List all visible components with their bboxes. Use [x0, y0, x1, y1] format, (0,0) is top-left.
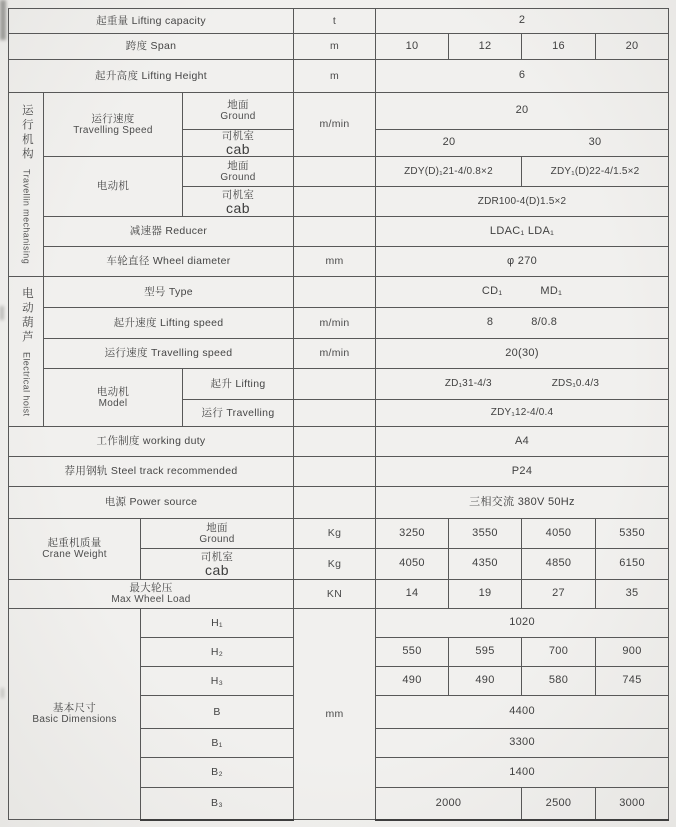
- dim-b3-value: 3000: [596, 788, 669, 820]
- section-electrical-hoist: [9, 277, 44, 427]
- dim-b1-sublabel: B₁: [141, 729, 294, 758]
- travelling-speed-cab-values: 20 30: [376, 130, 669, 157]
- max-wheel-load-value: 27: [522, 580, 596, 609]
- lifting-capacity-unit: t: [294, 9, 376, 34]
- hoist-travelling-speed-value: 20(30): [376, 339, 669, 369]
- power-source-value: 三相交流 380V 50Hz: [376, 487, 669, 519]
- crane-spec-table: [8, 8, 669, 821]
- basic-dimensions-label: 基本尺寸 Basic Dimensions: [9, 609, 141, 820]
- travelling-motor-label: 电动机: [44, 157, 183, 217]
- reducer-label: 减速器 Reducer: [44, 217, 294, 247]
- section-hoist-en: Electrical hoist: [21, 351, 32, 417]
- scan-artifact: [0, 0, 6, 40]
- scan-artifact: [1, 688, 4, 698]
- crane-weight-cab-value: 6150: [596, 549, 669, 580]
- dim-b2-sublabel: B₂: [141, 758, 294, 788]
- crane-weight-cab-value: 4850: [522, 549, 596, 580]
- max-wheel-load-value: 19: [449, 580, 522, 609]
- basic-dimensions-unit: mm: [294, 609, 376, 820]
- dim-h1-value: 1020: [376, 609, 669, 638]
- hoist-travelling-speed-unit: m/min: [294, 339, 376, 369]
- lifting-height-label: 起升高度 Lifting Height: [9, 60, 294, 93]
- crane-weight-ground-value: 4050: [522, 519, 596, 549]
- dim-h1-sublabel: H₁: [141, 609, 294, 638]
- steel-track-unit: [294, 457, 376, 487]
- dim-b3-value: 2000: [376, 788, 522, 820]
- travelling-speed-unit: m/min: [294, 93, 376, 157]
- dim-h3-value: 580: [522, 667, 596, 696]
- hoist-motor-lifting-unit: [294, 369, 376, 400]
- hoist-motor-travelling-unit: [294, 400, 376, 427]
- travelling-motor-cab-value: ZDR100-4(D)1.5×2: [376, 187, 669, 217]
- hoist-lifting-speed-label: 起升速度 Lifting speed: [44, 308, 294, 339]
- dim-b-sublabel: B: [141, 696, 294, 729]
- hoist-motor-lifting-sublabel: 起升 Lifting: [183, 369, 294, 400]
- wheel-diameter-value: φ 270: [376, 247, 669, 277]
- working-duty-label: 工作制度 working duty: [9, 427, 294, 457]
- crane-weight-ground-value: 3250: [376, 519, 449, 549]
- dim-h3-value: 745: [596, 667, 669, 696]
- reducer-value: LDAC₁ LDA₁: [376, 217, 669, 247]
- hoist-type-values: CD₁ MD₁: [376, 277, 669, 308]
- crane-weight-ground-value: 3550: [449, 519, 522, 549]
- section-hoist-zh: 电动葫芦: [20, 286, 33, 345]
- section-travelling-en: Travellin mechanising: [21, 169, 32, 265]
- crane-weight-cab-value: 4350: [449, 549, 522, 580]
- travelling-speed-ground-sublabel: 地面 Ground: [183, 93, 294, 130]
- lifting-height-unit: m: [294, 60, 376, 93]
- travelling-motor-ground-unit: [294, 157, 376, 187]
- dim-h3-value: 490: [376, 667, 449, 696]
- hoist-lifting-speed-values: 8 8/0.8: [376, 308, 669, 339]
- max-wheel-load-label: 最大轮压 Max Wheel Load: [9, 580, 294, 609]
- travelling-speed-cab-sublabel: 司机室 cab: [183, 130, 294, 157]
- span-value: 20: [596, 34, 669, 60]
- scan-artifact: [0, 306, 4, 320]
- dim-b3-value: 2500: [522, 788, 596, 820]
- crane-weight-cab-unit: Kg: [294, 549, 376, 580]
- span-value: 16: [522, 34, 596, 60]
- max-wheel-load-value: 14: [376, 580, 449, 609]
- steel-track-label: 荐用钢轨 Steel track recommended: [9, 457, 294, 487]
- span-unit: m: [294, 34, 376, 60]
- dim-b-value: 4400: [376, 696, 669, 729]
- travelling-motor-cab-sublabel: 司机室 cab: [183, 187, 294, 217]
- wheel-diameter-unit: mm: [294, 247, 376, 277]
- wheel-diameter-label: 车轮直径 Wheel diameter: [44, 247, 294, 277]
- span-value: 10: [376, 34, 449, 60]
- travelling-motor-ground-value-a: ZDY(D)₁21-4/0.8×2: [376, 157, 522, 187]
- hoist-motor-travelling-sublabel: 运行 Travelling: [183, 400, 294, 427]
- crane-weight-cab-sublabel: 司机室 cab: [141, 549, 294, 580]
- working-duty-value: A4: [376, 427, 669, 457]
- power-source-unit: [294, 487, 376, 519]
- lifting-capacity-value: 2: [376, 9, 669, 34]
- power-source-label: 电源 Power source: [9, 487, 294, 519]
- working-duty-unit: [294, 427, 376, 457]
- section-travelling-mechanism: [9, 93, 44, 277]
- dim-h2-value: 595: [449, 638, 522, 667]
- section-travelling-zh: 运行机构: [20, 104, 33, 163]
- dim-b3-sublabel: B₃: [141, 788, 294, 820]
- hoist-type-unit: [294, 277, 376, 308]
- travelling-speed-label: 运行速度 Travelling Speed: [44, 93, 183, 157]
- hoist-lifting-speed-unit: m/min: [294, 308, 376, 339]
- dim-b2-value: 1400: [376, 758, 669, 788]
- hoist-motor-label: 电动机 Model: [44, 369, 183, 427]
- max-wheel-load-unit: KN: [294, 580, 376, 609]
- dim-h3-sublabel: H₃: [141, 667, 294, 696]
- dim-h2-value: 900: [596, 638, 669, 667]
- dim-h2-sublabel: H₂: [141, 638, 294, 667]
- dim-h3-value: 490: [449, 667, 522, 696]
- travelling-speed-ground-value: 20: [376, 93, 669, 130]
- travelling-motor-cab-unit: [294, 187, 376, 217]
- crane-weight-label: 起重机质量 Crane Weight: [9, 519, 141, 580]
- dim-b1-value: 3300: [376, 729, 669, 758]
- crane-weight-ground-value: 5350: [596, 519, 669, 549]
- crane-weight-ground-unit: Kg: [294, 519, 376, 549]
- travelling-motor-ground-value-b: ZDY₁(D)22-4/1.5×2: [522, 157, 669, 187]
- span-value: 12: [449, 34, 522, 60]
- hoist-motor-lifting-values: ZD₁31-4/3 ZDS₁0.4/3: [376, 369, 669, 400]
- crane-weight-ground-sublabel: 地面 Ground: [141, 519, 294, 549]
- steel-track-value: P24: [376, 457, 669, 487]
- hoist-motor-travelling-value: ZDY₁12-4/0.4: [376, 400, 669, 427]
- lifting-height-value: 6: [376, 60, 669, 93]
- crane-weight-cab-value: 4050: [376, 549, 449, 580]
- hoist-travelling-speed-label: 运行速度 Travelling speed: [44, 339, 294, 369]
- max-wheel-load-value: 35: [596, 580, 669, 609]
- dim-h2-value: 700: [522, 638, 596, 667]
- lifting-capacity-label: 起重量 Lifting capacity: [9, 9, 294, 34]
- travelling-motor-ground-sublabel: 地面 Ground: [183, 157, 294, 187]
- span-label: 跨度 Span: [9, 34, 294, 60]
- hoist-type-label: 型号 Type: [44, 277, 294, 308]
- dim-h2-value: 550: [376, 638, 449, 667]
- reducer-unit: [294, 217, 376, 247]
